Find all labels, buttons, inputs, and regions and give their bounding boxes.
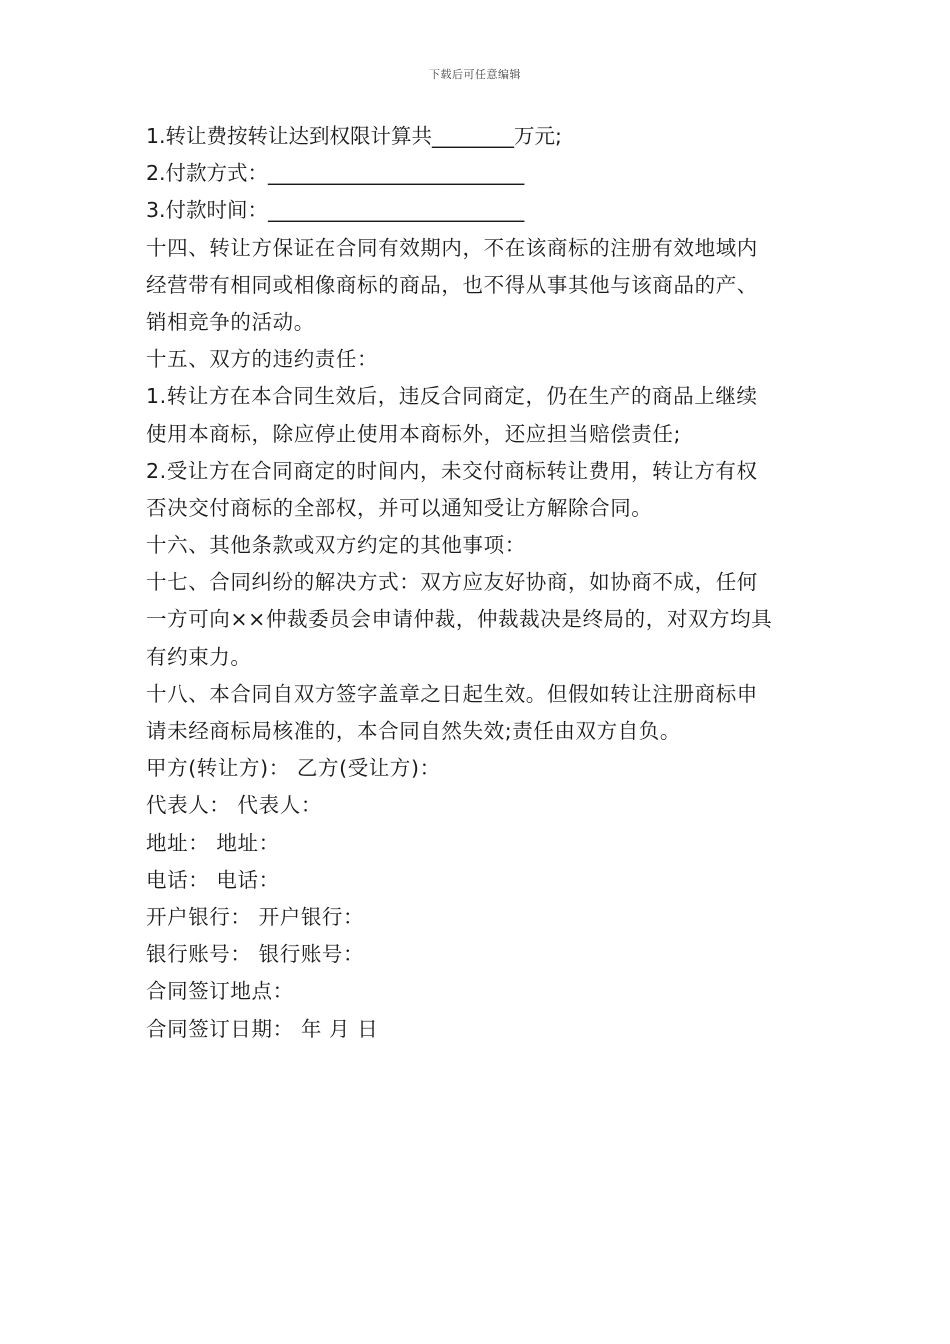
payment-method-line: 2.付款方式：_________________________	[146, 161, 525, 186]
clause-15-item-2-line-1: 2.受让方在合同商定的时间内，未交付商标转让费用，转让方有权	[146, 458, 758, 483]
payment-time-line: 3.付款时间：_________________________	[146, 198, 525, 223]
phone-line: 电话： 电话：	[146, 867, 280, 892]
clause-15-item-1-line-1: 1.转让方在本合同生效后，违反合同商定，仍在生产的商品上继续	[146, 384, 758, 409]
clause-14-line-1: 十四、转让方保证在合同有效期内，不在该商标的注册有效地域内	[146, 235, 758, 260]
clause-15-item-2-line-2: 否决交付商标的全部权，并可以通知受让方解除合同。	[146, 495, 653, 520]
transfer-fee-line: 1.转让费按转让达到权限计算共________万元;	[146, 124, 562, 148]
address-line: 地址： 地址：	[146, 830, 280, 855]
clause-18-line-1: 十八、本合同自双方签字盖章之日起生效。但假如转让注册商标申	[146, 681, 758, 706]
clause-15-item-1-line-2: 使用本商标，除应停止使用本商标外，还应担当赔偿责任;	[146, 421, 682, 446]
page-header: 下载后可任意编辑	[429, 68, 521, 81]
clause-16-line: 十六、其他条款或双方约定的其他事项：	[146, 533, 526, 558]
bank-account-line: 银行账号： 银行账号：	[146, 942, 365, 967]
signing-date-line: 合同签订日期： 年 月 日	[146, 1016, 379, 1041]
clause-14-line-2: 经营带有相同或相像商标的商品，也不得从事其他与该商品的产、	[146, 272, 758, 297]
party-names-line: 甲方(转让方)： 乙方(受让方)：	[146, 756, 441, 781]
representative-line: 代表人： 代表人：	[146, 793, 322, 818]
signing-place-line: 合同签订地点：	[146, 979, 294, 1004]
bank-line: 开户银行： 开户银行：	[146, 904, 365, 929]
clause-17-line-1: 十七、合同纠纷的解决方式：双方应友好协商，如协商不成，任何	[146, 570, 758, 595]
document-body	[146, 118, 808, 1048]
clause-18-line-2: 请未经商标局核准的，本合同自然失效;责任由双方自负。	[146, 719, 682, 743]
clause-17-line-2: 一方可向××仲裁委员会申请仲裁，仲裁裁决是终局的，对双方均具	[146, 607, 773, 632]
clause-14-line-3: 销相竞争的活动。	[146, 309, 315, 334]
clause-17-line-3: 有约束力。	[146, 644, 252, 669]
clause-15-heading: 十五、双方的违约责任：	[146, 347, 379, 372]
